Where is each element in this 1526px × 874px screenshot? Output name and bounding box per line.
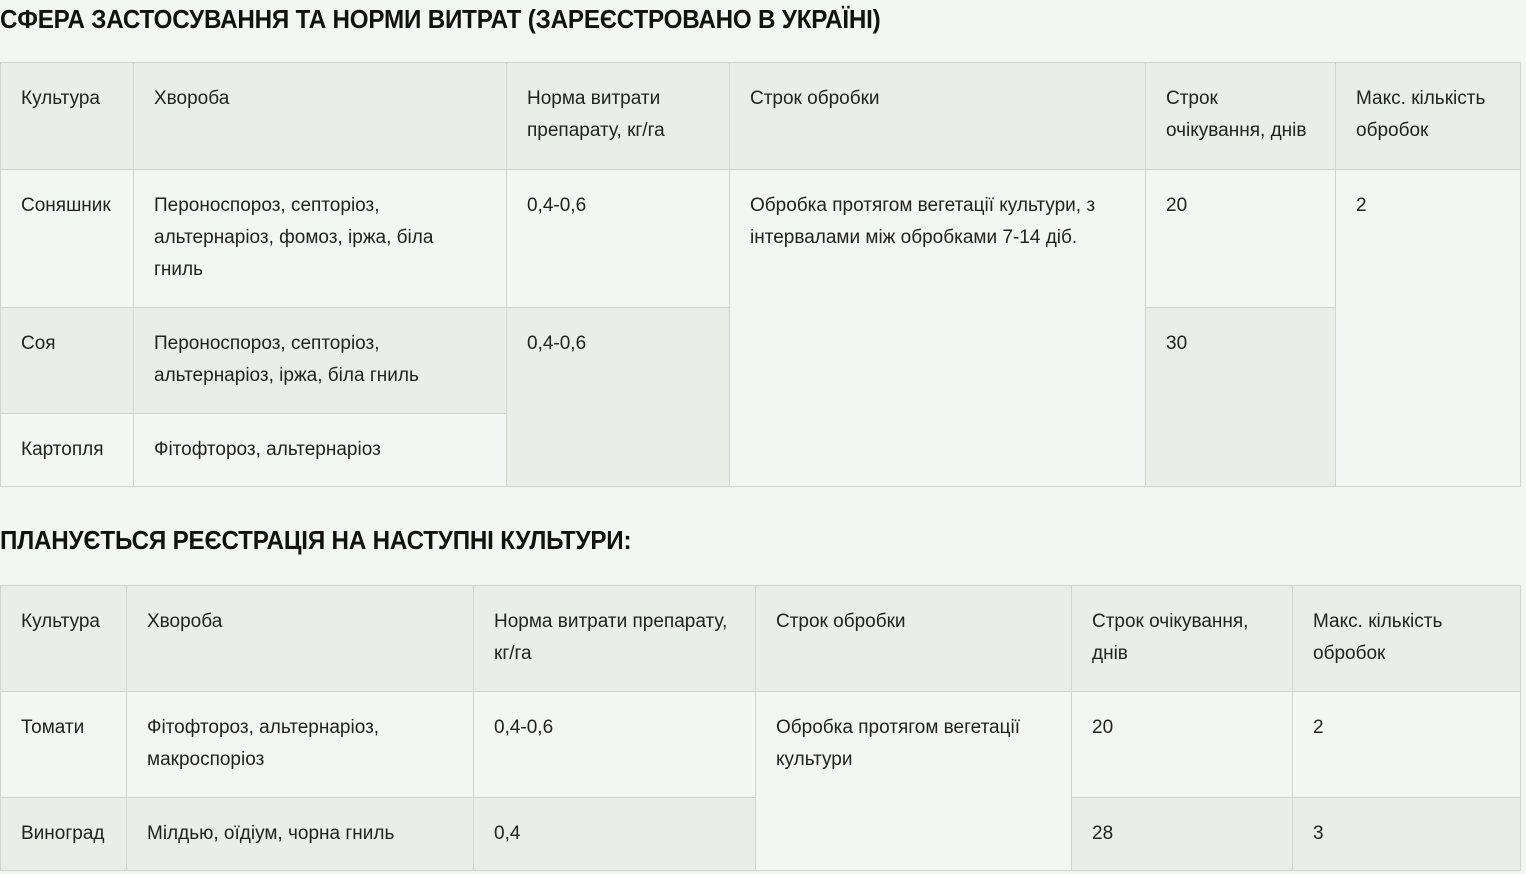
- column-header-crop: Культура: [1, 63, 134, 170]
- column-header-disease: Хвороба: [127, 586, 474, 692]
- cell-max: 2: [1293, 692, 1521, 798]
- column-header-waiting: Строк очікування, днів: [1072, 586, 1293, 692]
- cell-waiting: 20: [1146, 170, 1336, 308]
- column-header-timing: Строк обробки: [756, 586, 1072, 692]
- column-header-timing: Строк обробки: [730, 63, 1146, 170]
- cell-crop: Соняшник: [1, 170, 134, 308]
- column-header-max: Макс. кількість обробок: [1293, 586, 1521, 692]
- planned-registration-table: [0, 585, 1521, 871]
- table-header-row: [1, 586, 1521, 692]
- cell-crop: Виноград: [1, 798, 127, 871]
- column-header-rate: Норма витрати препарату, кг/га: [507, 63, 730, 170]
- column-header-crop: Культура: [1, 586, 127, 692]
- table-row: [1, 692, 1521, 798]
- cell-waiting: 30: [1146, 308, 1336, 487]
- section-title-planned: ПЛАНУЄТЬСЯ РЕЄСТРАЦІЯ НА НАСТУПНІ КУЛЬТУРИ:: [0, 525, 632, 555]
- cell-max: 3: [1293, 798, 1521, 871]
- table-row: [1, 170, 1521, 308]
- cell-disease: Фітофтороз, альтернаріоз: [134, 414, 507, 487]
- cell-crop: Картопля: [1, 414, 134, 487]
- column-header-waiting: Строк очікування, днів: [1146, 63, 1336, 170]
- cell-disease: Фітофтороз, альтернаріоз, макроспоріоз: [127, 692, 474, 798]
- cell-timing: Обробка протягом вегетації культури, з інтервалами між обробками 7-14 діб.: [730, 170, 1146, 487]
- table-header-row: [1, 63, 1521, 170]
- cell-rate: 0,4-0,6: [507, 170, 730, 308]
- section-title-registered: СФЕРА ЗАСТОСУВАННЯ ТА НОРМИ ВИТРАТ (ЗАРЕЄСТРОВАНО В УКРАЇНІ): [0, 4, 881, 34]
- cell-crop: Томати: [1, 692, 127, 798]
- column-header-rate: Норма витрати препарату, кг/га: [474, 586, 756, 692]
- cell-crop: Соя: [1, 308, 134, 414]
- column-header-max: Макс. кількість обробок: [1336, 63, 1521, 170]
- cell-disease: Пероноспороз, септоріоз, альтернаріоз, фомоз, іржа, біла гниль: [134, 170, 507, 308]
- cell-disease: Пероноспороз, септоріоз, альтернаріоз, іржа, біла гниль: [134, 308, 507, 414]
- cell-rate: 0,4-0,6: [474, 692, 756, 798]
- cell-waiting: 20: [1072, 692, 1293, 798]
- column-header-disease: Хвороба: [134, 63, 507, 170]
- cell-rate: 0,4-0,6: [507, 308, 730, 487]
- cell-disease: Мілдью, оїдіум, чорна гниль: [127, 798, 474, 871]
- cell-waiting: 28: [1072, 798, 1293, 871]
- registered-usage-table: [0, 62, 1521, 487]
- cell-rate: 0,4: [474, 798, 756, 871]
- cell-timing: Обробка протягом вегетації культури: [756, 692, 1072, 871]
- cell-max: 2: [1336, 170, 1521, 487]
